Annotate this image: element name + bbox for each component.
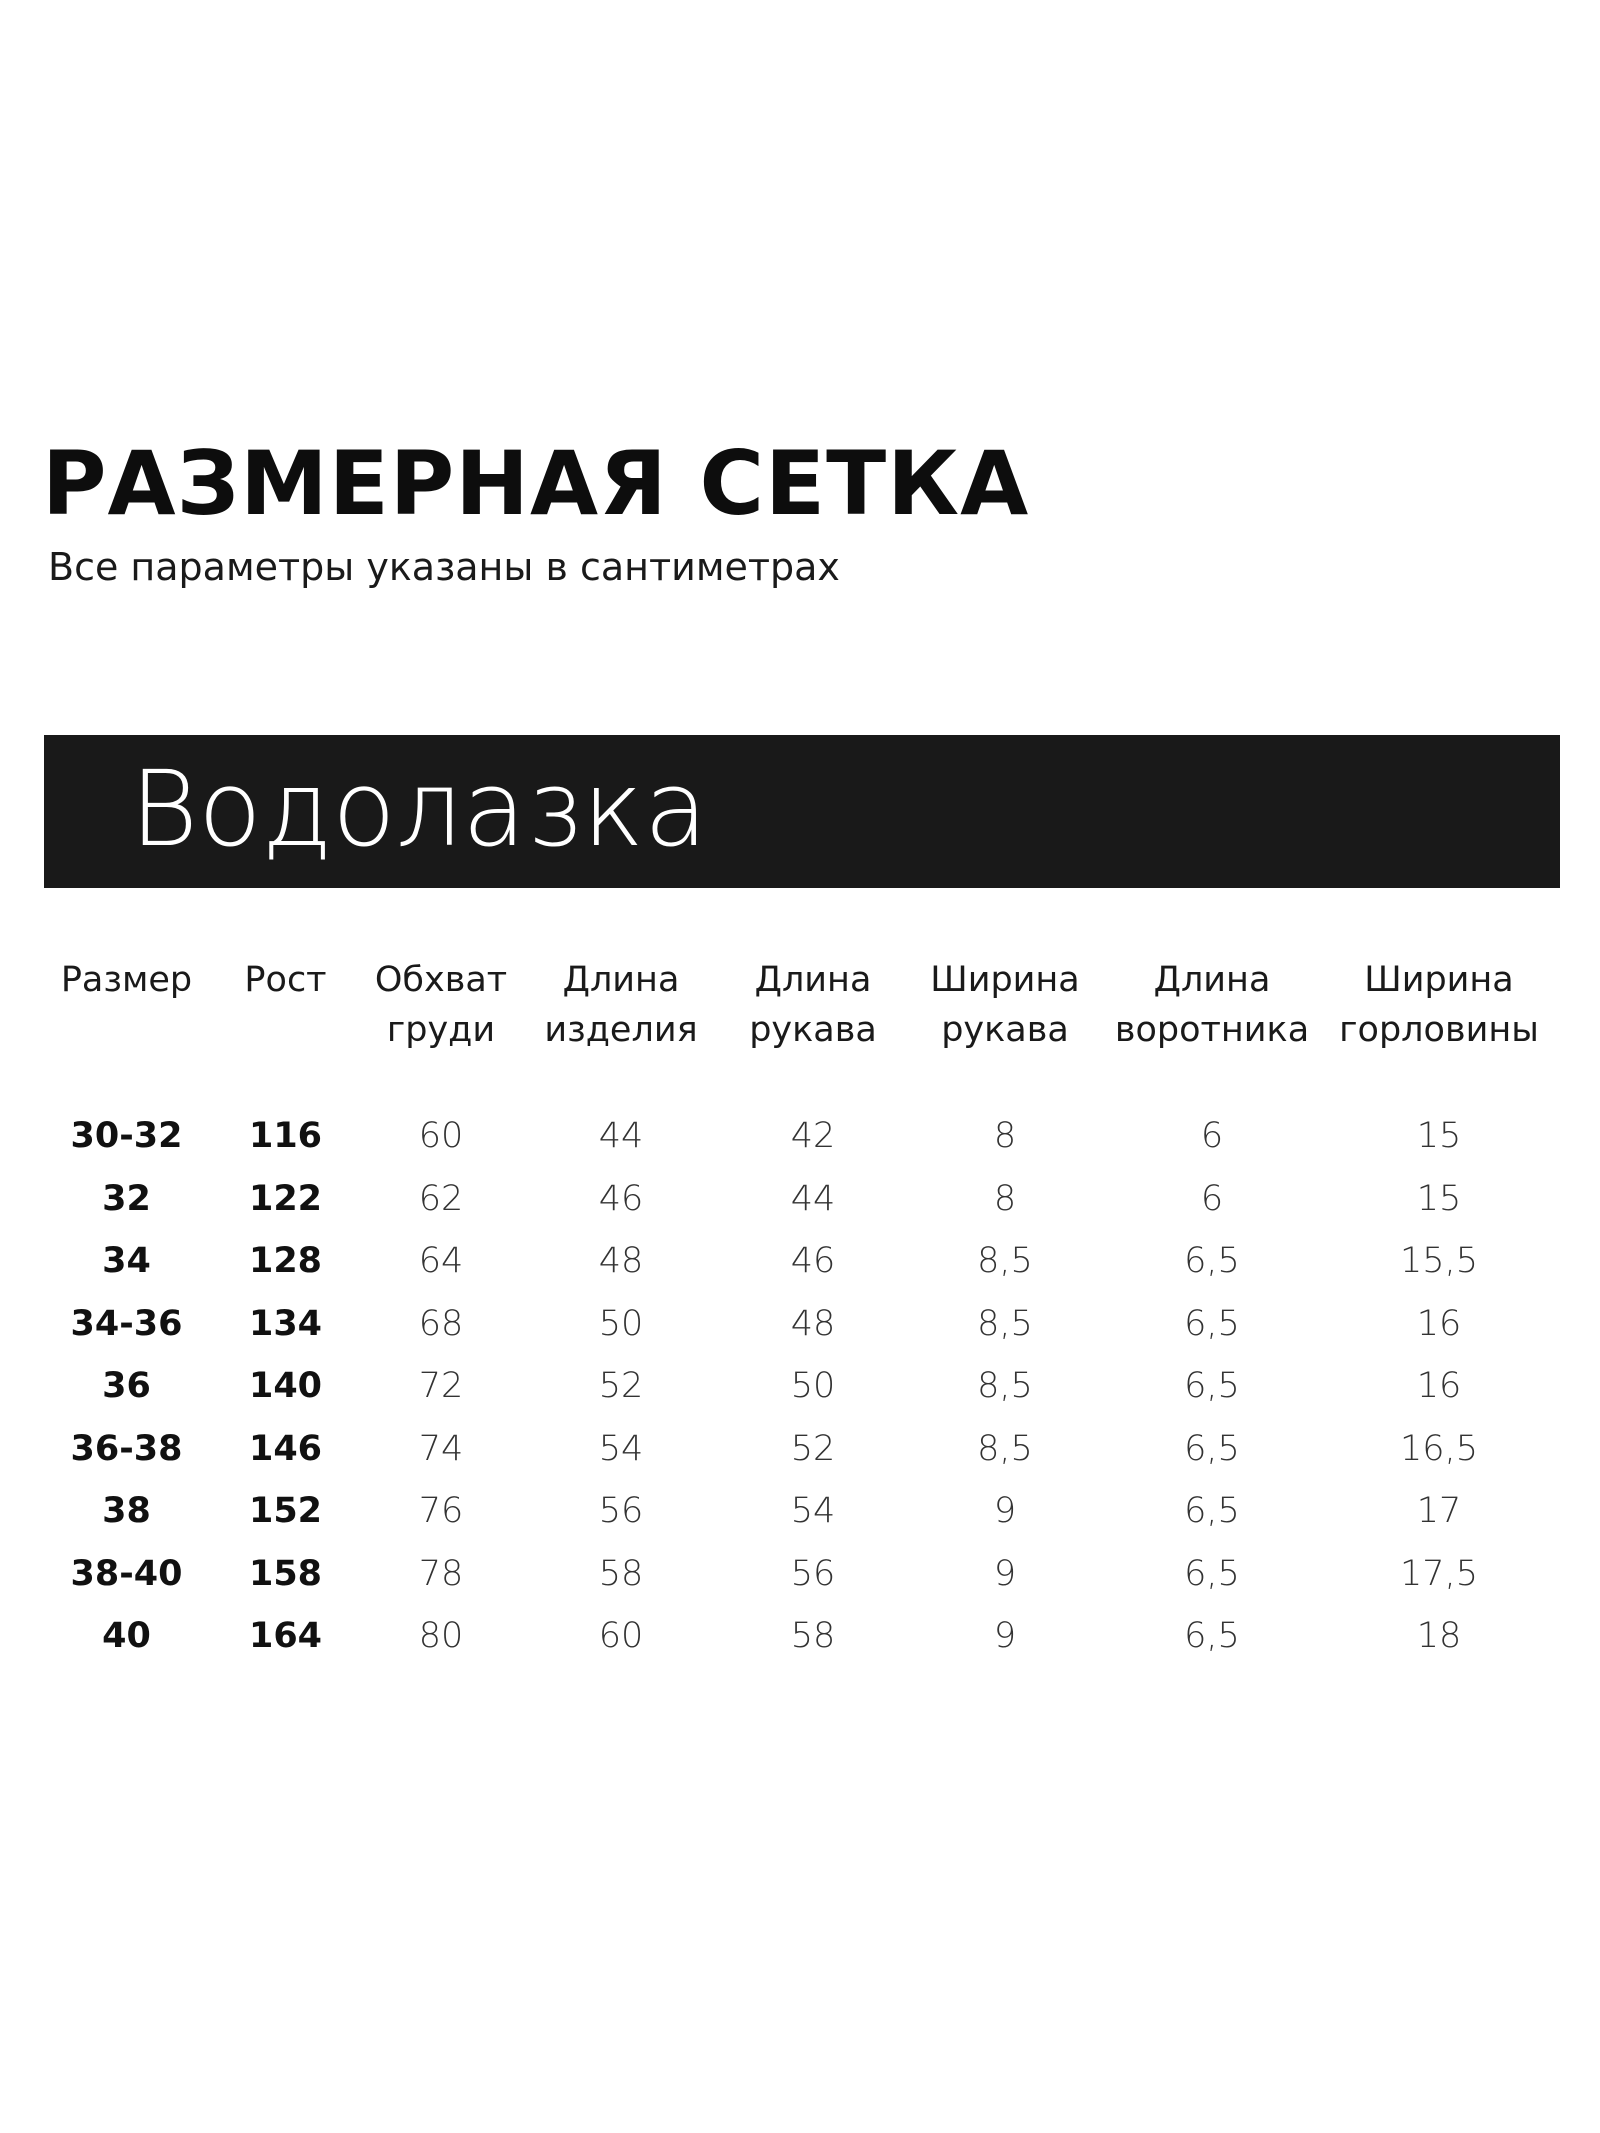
size-table [44, 955, 1560, 1668]
header-line: Ширина [1364, 960, 1514, 1000]
table-cell: 60 [598, 1616, 644, 1656]
table-cell: 152 [248, 1491, 323, 1531]
table-cell: 34 [102, 1241, 151, 1281]
table-cell: 16,5 [1400, 1428, 1478, 1469]
table-cell: 78 [418, 1553, 464, 1594]
table-cell: 44 [598, 1116, 644, 1156]
table-cell: 6 [1200, 1116, 1224, 1156]
table-row [44, 1293, 1560, 1356]
table-cell: 6,5 [1184, 1366, 1240, 1406]
table-cell: 128 [248, 1241, 323, 1281]
table-cell: 32 [102, 1178, 151, 1219]
header-line: воротника [1114, 1010, 1310, 1050]
table-row [44, 1418, 1560, 1481]
header-line: Длина [754, 960, 872, 1000]
table-cell: 8,5 [977, 1428, 1033, 1469]
table-cell: 40 [102, 1616, 151, 1656]
table-cell: 122 [248, 1178, 323, 1219]
table-header-row [44, 955, 1560, 1105]
table-cell: 9 [993, 1616, 1017, 1656]
table-cell: 58 [790, 1616, 836, 1656]
col-header-sleeve-width [904, 955, 1106, 1105]
table-cell: 64 [418, 1241, 464, 1281]
table-cell: 8 [993, 1178, 1017, 1219]
table-cell: 60 [418, 1116, 464, 1156]
table-cell: 58 [598, 1553, 644, 1594]
table-cell: 38 [102, 1491, 151, 1531]
col-header-sleeve-length [722, 955, 904, 1105]
header-line: Размер [60, 960, 193, 1000]
table-cell: 6,5 [1184, 1491, 1240, 1531]
table-cell: 34-36 [70, 1303, 183, 1344]
table-cell: 17,5 [1400, 1553, 1478, 1594]
table-cell: 6,5 [1184, 1616, 1240, 1656]
table-cell: 50 [598, 1303, 644, 1344]
table-cell: 74 [418, 1428, 464, 1469]
table-cell: 15 [1416, 1116, 1462, 1156]
table-cell: 6 [1200, 1178, 1224, 1219]
header-line: Ширина [930, 960, 1080, 1000]
table-cell: 8 [993, 1116, 1017, 1156]
header-line: рукава [749, 1010, 877, 1050]
table-cell: 46 [790, 1241, 836, 1281]
table-row [44, 1105, 1560, 1168]
header-line: Рост [244, 960, 327, 1000]
header-line: Обхват [374, 960, 508, 1000]
table-cell: 15,5 [1400, 1241, 1478, 1281]
table-row [44, 1230, 1560, 1293]
col-header-height [209, 955, 362, 1105]
page-title: РАЗМЕРНАЯ СЕТКА [42, 432, 1030, 535]
table-cell: 42 [790, 1116, 836, 1156]
table-cell: 164 [248, 1616, 323, 1656]
table-cell: 16 [1416, 1366, 1462, 1406]
header-line: Длина [562, 960, 680, 1000]
table-row [44, 1168, 1560, 1231]
header-line: горловины [1339, 1010, 1539, 1050]
table-cell: 80 [418, 1616, 464, 1656]
table-cell: 56 [790, 1553, 836, 1594]
table-cell: 54 [790, 1491, 836, 1531]
table-body [44, 1105, 1560, 1668]
table-cell: 9 [993, 1553, 1017, 1594]
col-header-length [520, 955, 722, 1105]
header-line: груди [386, 1010, 496, 1050]
table-cell: 8,5 [977, 1303, 1033, 1344]
col-header-size [44, 955, 209, 1105]
table-row [44, 1355, 1560, 1418]
table-cell: 56 [598, 1491, 644, 1531]
table-cell: 36-38 [70, 1428, 183, 1469]
table-cell: 17 [1416, 1491, 1462, 1531]
table-cell: 46 [598, 1178, 644, 1219]
table-cell: 18 [1416, 1616, 1462, 1656]
table-cell: 76 [418, 1491, 464, 1531]
header-line: рукава [941, 1010, 1069, 1050]
product-name: Водолазка [130, 748, 708, 870]
table-row [44, 1480, 1560, 1543]
table-cell: 140 [248, 1366, 323, 1406]
table-cell: 8,5 [977, 1241, 1033, 1281]
table-cell: 62 [418, 1178, 464, 1219]
table-cell: 9 [993, 1491, 1017, 1531]
table-row [44, 1605, 1560, 1668]
table-cell: 50 [790, 1366, 836, 1406]
table-cell: 116 [248, 1116, 323, 1156]
table-cell: 8,5 [977, 1366, 1033, 1406]
page-subtitle: Все параметры указаны в сантиметрах [48, 545, 840, 589]
table-cell: 44 [790, 1178, 836, 1219]
table-cell: 48 [598, 1241, 644, 1281]
table-cell: 15 [1416, 1178, 1462, 1219]
header-line: Длина [1153, 960, 1271, 1000]
table-cell: 38-40 [70, 1553, 183, 1594]
table-cell: 72 [418, 1366, 464, 1406]
table-cell: 30-32 [70, 1116, 183, 1156]
header-line: изделия [544, 1010, 698, 1050]
table-cell: 54 [598, 1428, 644, 1469]
table-cell: 6,5 [1184, 1303, 1240, 1344]
col-header-neck-width [1318, 955, 1560, 1105]
table-cell: 146 [248, 1428, 323, 1469]
table-cell: 16 [1416, 1303, 1462, 1344]
table-cell: 52 [598, 1366, 644, 1406]
table-cell: 36 [102, 1366, 151, 1406]
table-row [44, 1543, 1560, 1606]
table-cell: 158 [248, 1553, 323, 1594]
table-cell: 68 [418, 1303, 464, 1344]
col-header-collar-length [1106, 955, 1318, 1105]
table-cell: 48 [790, 1303, 836, 1344]
table-cell: 134 [248, 1303, 323, 1344]
table-cell: 6,5 [1184, 1428, 1240, 1469]
table-cell: 6,5 [1184, 1241, 1240, 1281]
col-header-chest [362, 955, 520, 1105]
table-cell: 52 [790, 1428, 836, 1469]
product-banner [44, 735, 1560, 888]
table-cell: 6,5 [1184, 1553, 1240, 1594]
